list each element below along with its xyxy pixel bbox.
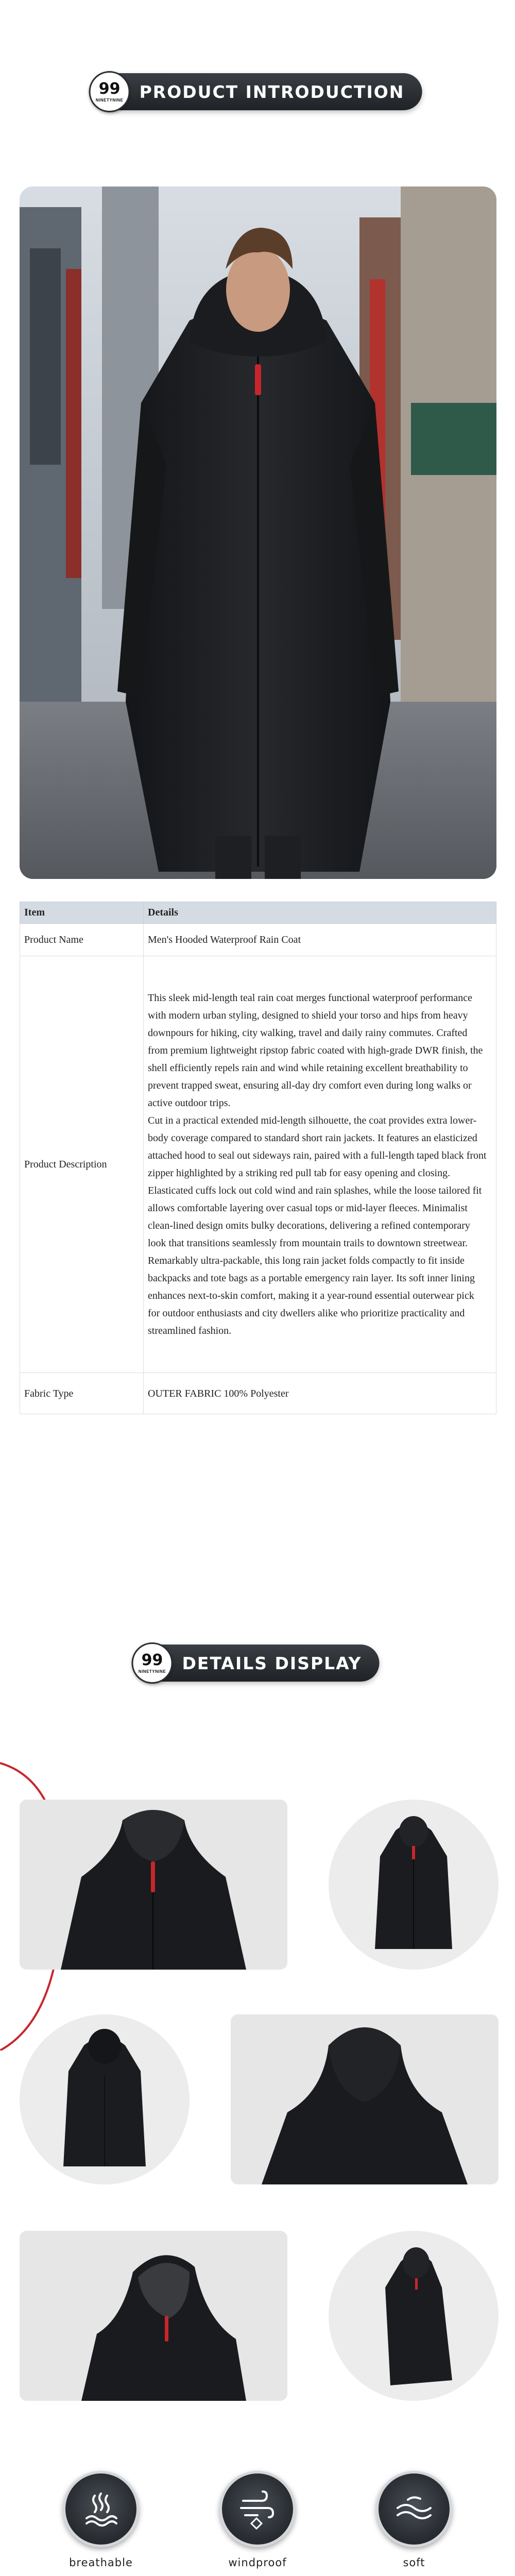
- product-spec-table: [20, 902, 496, 1414]
- row-value-fabric-type: OUTER FABRIC 100% Polyester: [144, 1373, 496, 1414]
- model-wearing-raincoat-image: [20, 187, 496, 879]
- column-header-item: Item: [20, 902, 144, 924]
- hero-product-photo: [20, 187, 496, 879]
- coat-front-closeup-image: [20, 1800, 287, 1970]
- feature-label: breathable: [69, 2556, 133, 2569]
- section-title: DETAILS DISPLAY: [182, 1653, 362, 1673]
- table-row: [20, 1373, 496, 1414]
- description-paragraph: This sleek mid-length teal rain coat merges functional waterproof performance with modern urban styling, designed to shield your torso and hips from heavy downpours for hiking, city walking, travel and daily rainy commutes. Crafted from premium lightweight ripstop fabric coated with high-grade DWR finish, the shell efficiently repels rain and wind while retaining excellent breathability to prevent trapped sweat, ensuring all-day dry comfort even during long walks or active outdoor trips.: [148, 992, 483, 1109]
- row-value-product-name: Men's Hooded Waterproof Rain Coat: [144, 924, 496, 956]
- coat-full-front-image: [329, 1800, 499, 1970]
- table-row: [20, 956, 496, 1373]
- windproof-icon: [219, 2471, 296, 2547]
- row-label-fabric-type: Fabric Type: [20, 1373, 144, 1414]
- description-paragraph: Remarkably ultra-packable, this long rain jacket folds compactly to fit inside backpacks and tote bags as a portable emergency rain layer. Its soft inner lining enhances next-to-skin comfort, making it a year-round essential outerwear pick for outdoor enthusiasts and city dwellers alike who prioritize practicality and streamlined fashion.: [148, 1255, 475, 1336]
- detail-image-back-view: [20, 2014, 190, 2184]
- feature-label: windproof: [228, 2556, 287, 2569]
- coat-hood-back-closeup-image: [231, 2014, 499, 2184]
- table-row: [20, 924, 496, 956]
- row-label-product-name: Product Name: [20, 924, 144, 956]
- detail-image-hood-side: [20, 2231, 287, 2401]
- feature-breathable: [49, 2471, 152, 2570]
- coat-hood-side-image: [20, 2231, 287, 2401]
- row-label-product-description: Product Description: [20, 956, 144, 1373]
- section-header-product-introduction: [93, 73, 422, 110]
- soft-icon: [376, 2471, 452, 2547]
- coat-side-view-image: [329, 2231, 499, 2401]
- detail-image-hood-closeup: [231, 2014, 499, 2184]
- feature-label: soft: [403, 2556, 425, 2569]
- column-header-details: Details: [144, 902, 496, 924]
- feature-windproof: [206, 2471, 309, 2570]
- brand-logo-icon: 99 NINETYNINE: [132, 1642, 173, 1684]
- coat-back-view-image: [20, 2014, 190, 2184]
- detail-image-side-view: [329, 2231, 499, 2401]
- table-header-row: [20, 902, 496, 924]
- brand-logo-icon: 99 NINETYNINE: [89, 71, 130, 112]
- section-title: PRODUCT INTRODUCTION: [139, 81, 405, 102]
- row-value-product-description: [144, 956, 496, 1373]
- detail-image-full-front: [329, 1800, 499, 1970]
- detail-image-front-hood: [20, 1800, 287, 1970]
- breathable-icon: [63, 2471, 139, 2547]
- feature-soft: [363, 2471, 466, 2570]
- section-header-details-display: [136, 1645, 380, 1682]
- description-paragraph: Cut in a practical extended mid-length silhouette, the coat provides extra lower-body coverage compared to standard short rain jackets. It features an elasticized attached hood to seal out sideways rain, paired with a full-length taped black front zipper highlighted by a striking red pull tab for easy opening and closing. Elasticated cuffs lock out cold wind and rain splashes, while the loose tailored fit allows comfortable layering over casual tops or mid-layer fleeces. Minimalist clean-lined design omits bulky decorations, delivering a refined contemporary look that transitions seamlessly from mountain trails to downtown streetwear.: [148, 1115, 487, 1249]
